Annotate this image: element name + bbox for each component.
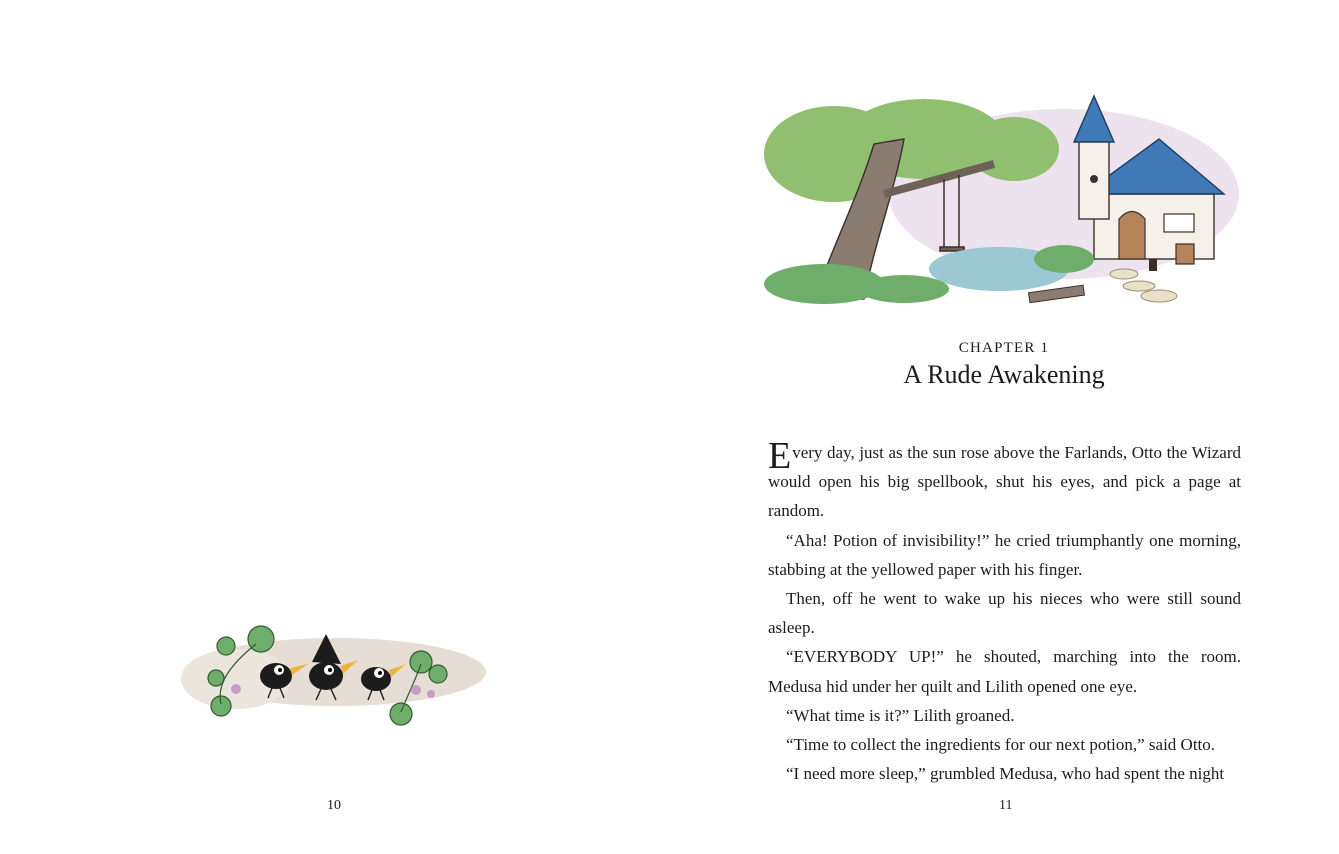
chapter-label: CHAPTER 1 <box>958 340 1050 356</box>
paragraph: “EVERYBODY UP!” he shouted, marching into the room. Medusa hid under her quilt and Lilith opened one eye. <box>768 647 1241 696</box>
cottage-scene-illustration <box>764 84 1242 316</box>
right-page <box>669 0 1339 854</box>
crows-illustration <box>176 624 486 728</box>
paragraph: Then, off he went to wake up his nieces who were still sound asleep. <box>768 589 1241 638</box>
page-number-left: 10 <box>327 798 341 813</box>
chapter-title: A Rude Awakening <box>903 360 1105 389</box>
paragraph: “What time is it?” Lilith groaned. <box>786 705 1015 725</box>
drop-cap: E <box>768 435 792 477</box>
page-number-right: 11 <box>999 798 1013 813</box>
paragraph: “Aha! Potion of invisibility!” he cried triumphantly one morning, stabbing at the yellowed paper with his finger. <box>768 530 1241 579</box>
paragraph: “I need more sleep,” grumbled Medusa, who had spent the night <box>786 764 1225 784</box>
left-page <box>0 0 669 854</box>
chapter-body <box>768 435 1241 788</box>
paragraph <box>768 435 1241 526</box>
paragraph-text: very day, just as the sun rose above the Farlands, Otto the Wizard would open his big spellbook, shut his eyes, and pick a page at random. <box>768 443 1241 521</box>
paragraph: “Time to collect the ingredients for our next potion,” said Otto. <box>786 735 1216 755</box>
